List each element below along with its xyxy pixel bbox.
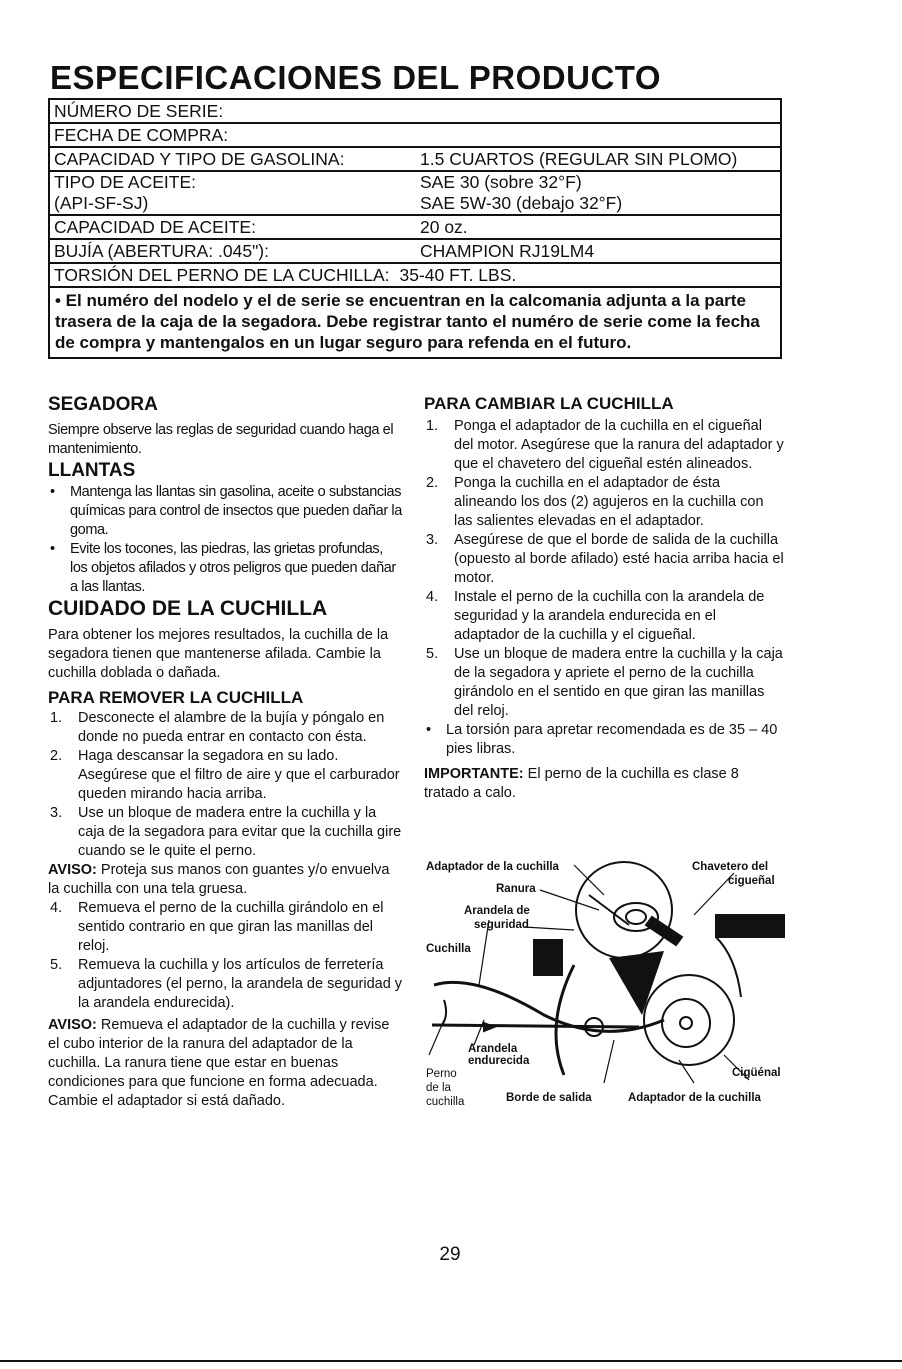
label-chavetero-2: cigueñal [728, 875, 775, 887]
list-item: • La torsión para apretar recomendada es de 35 – 40 pies libras. [424, 721, 784, 759]
oil-capacity-label: CAPACIDAD DE ACEITE: [54, 217, 256, 237]
label-borde-salida: Borde de salida [506, 1092, 592, 1104]
label-arandela-endurecida-2: endurecida [468, 1055, 530, 1067]
serial-number-label: NÚMERO DE SERIE: [54, 101, 224, 121]
remover-steps [48, 709, 403, 861]
fuel-value: 1.5 CUARTOS (REGULAR SIN PLOMO) [420, 149, 738, 169]
label-chavetero-1: Chavetero del [692, 861, 769, 873]
label-arandela-endurecida-1: Arandela [468, 1043, 518, 1055]
blade-torque-label: TORSIÓN DEL PERNO DE LA CUCHILLA: [54, 265, 390, 285]
page-title: ESPECIFICACIONES DEL PRODUCTO [50, 59, 662, 96]
spec-row-blade-torque [50, 264, 780, 288]
spec-row-oil-type [50, 172, 780, 216]
list-item: 4. Remueva el perno de la cuchilla girándolo en el sentido contrario en que giran las manillas del reloj. [50, 900, 384, 954]
spark-plug-value: CHAMPION RJ19LM4 [420, 241, 595, 261]
spec-row-purchase-date [50, 124, 780, 148]
label-adaptador-bottom: Adaptador de la cuchilla [628, 1092, 761, 1104]
aviso-gloves: AVISO: Proteja sus manos con guantes y/o envuelva la cuchilla con una tela gruesa. [48, 862, 390, 897]
importante-note: IMPORTANTE: El perno de la cuchilla es clase 8 tratado a calo. [424, 766, 739, 801]
list-item: 3. Asegúrese de que el borde de salida de la cuchilla (opuesto al borde afilado) esté hacia arriba hacia el motor. [426, 532, 784, 586]
cambiar-steps [424, 417, 784, 721]
label-perno-3: cuchilla [426, 1096, 465, 1108]
torque-note [424, 721, 784, 759]
label-arandela-seguridad-1: Arandela de [464, 905, 530, 917]
oil-type-label-api: (API-SF-SJ) [54, 193, 149, 213]
segadora-heading: SEGADORA [48, 394, 158, 415]
blade-assembly-diagram [424, 855, 794, 1135]
list-item: 3. Use un bloque de madera entre la cuchilla y la caja de la segadora para evitar que la cuchilla gire cuando se le quite el perno. [50, 805, 402, 859]
list-item: 1. Desconecte el alambre de la bujía y póngalo en donde no pueda entrar en contacto con ésta. [50, 710, 385, 745]
label-perno-1: Perno [426, 1068, 457, 1080]
fuel-label: CAPACIDAD Y TIPO DE GASOLINA: [54, 149, 345, 169]
spark-plug-label: BUJÍA (ABERTURA: .045"): [54, 241, 269, 261]
list-item: 1. Ponga el adaptador de la cuchilla en el cigueñal del motor. Asegúrese que la ranura del adaptador y que el chavetero del cigueñal estén alineados. [426, 418, 784, 472]
right-column [424, 393, 784, 803]
spec-row-oil-capacity [50, 216, 780, 240]
label-perno-2: de la [426, 1082, 451, 1094]
oil-capacity-value: 20 oz. [420, 217, 468, 237]
remover-steps-continued [48, 899, 403, 1013]
list-item: • Evite los tocones, las piedras, las grietas profundas, los objetos afilados y otros peligros que pueden dañar a las llantas. [48, 540, 403, 597]
specifications-table [48, 98, 782, 359]
list-item: 2. Haga descansar la segadora en su lado. Asegúrese que el filtro de aire y que el carburador queden mirando hacia arriba. [50, 748, 400, 802]
remover-heading: PARA REMOVER LA CUCHILLA [48, 688, 304, 707]
label-adaptador: Adaptador de la cuchilla [426, 861, 559, 873]
model-serial-note: • El numéro del nodelo y el de serie se encuentran en la calcomania adjunta a la parte trasera de la caja de la segadora. Debe registrar tanto el numéro de serie come la fecha de compra y mantengalos en un lugar seguro para refenda en el futuro. [50, 288, 780, 359]
spec-row-fuel [50, 148, 780, 172]
oil-type-label: TIPO DE ACEITE: [54, 172, 196, 192]
llantas-list [48, 483, 403, 597]
purchase-date-label: FECHA DE COMPRA: [54, 125, 229, 145]
page-number: 29 [439, 1244, 461, 1265]
segadora-text: Siempre observe las reglas de seguridad cuando haga el mantenimiento. [48, 422, 394, 457]
aviso-adapter: AVISO: Remueva el adaptador de la cuchilla y revise el cubo interior de la ranura del adaptador de la cuchilla. La ranura tiene que estar en buenas condiciones para que funcione en forma adecuada. Cambie el adaptador si está dañado. [48, 1017, 390, 1109]
list-item: 4. Instale el perno de la cuchilla con la arandela de seguridad y la arandela endurecida en el adaptador de la cuchilla y el cigueñal. [426, 589, 765, 643]
cuidado-text: Para obtener los mejores resultados, la cuchilla de la segadora tienen que mantenerse afilada. Cambie la cuchilla doblada o dañada. [48, 627, 389, 681]
label-ciguenal: Cigüénal [732, 1067, 781, 1079]
oil-type-value-sae30: SAE 30 (sobre 32°F) [420, 172, 582, 192]
spec-row-serial [50, 100, 780, 124]
label-cuchilla: Cuchilla [426, 943, 471, 955]
left-column [48, 393, 403, 1111]
label-ranura: Ranura [496, 883, 536, 895]
list-item: • Mantenga las llantas sin gasolina, aceite o substancias químicas para control de insectos que pueden dañar la goma. [48, 483, 403, 540]
bottom-divider [0, 1360, 902, 1362]
list-item: 5. Use un bloque de madera entre la cuchilla y la caja de la segadora y apriete el perno de la cuchilla girándolo en el sentido en que giran las manillas del reloj. [426, 646, 783, 719]
label-arandela-seguridad-2: seguridad [474, 919, 529, 931]
cambiar-heading: PARA CAMBIAR LA CUCHILLA [424, 394, 674, 413]
list-item: 2. Ponga la cuchilla en el adaptador de ésta alineando los dos (2) agujeros en la cuchilla con las salientes elevadas en el adaptador. [426, 475, 764, 529]
cuidado-heading: CUIDADO DE LA CUCHILLA [48, 597, 328, 620]
oil-type-value-sae5w30: SAE 5W-30 (debajo 32°F) [420, 193, 623, 213]
list-item: 5. Remueva la cuchilla y los artículos de ferretería adjuntadores (el perno, la arandela de seguridad y la arandela endurecida). [50, 957, 403, 1011]
spec-row-spark-plug [50, 240, 780, 264]
llantas-heading: LLANTAS [48, 460, 136, 481]
blade-torque-value: 35-40 FT. LBS. [399, 265, 517, 285]
